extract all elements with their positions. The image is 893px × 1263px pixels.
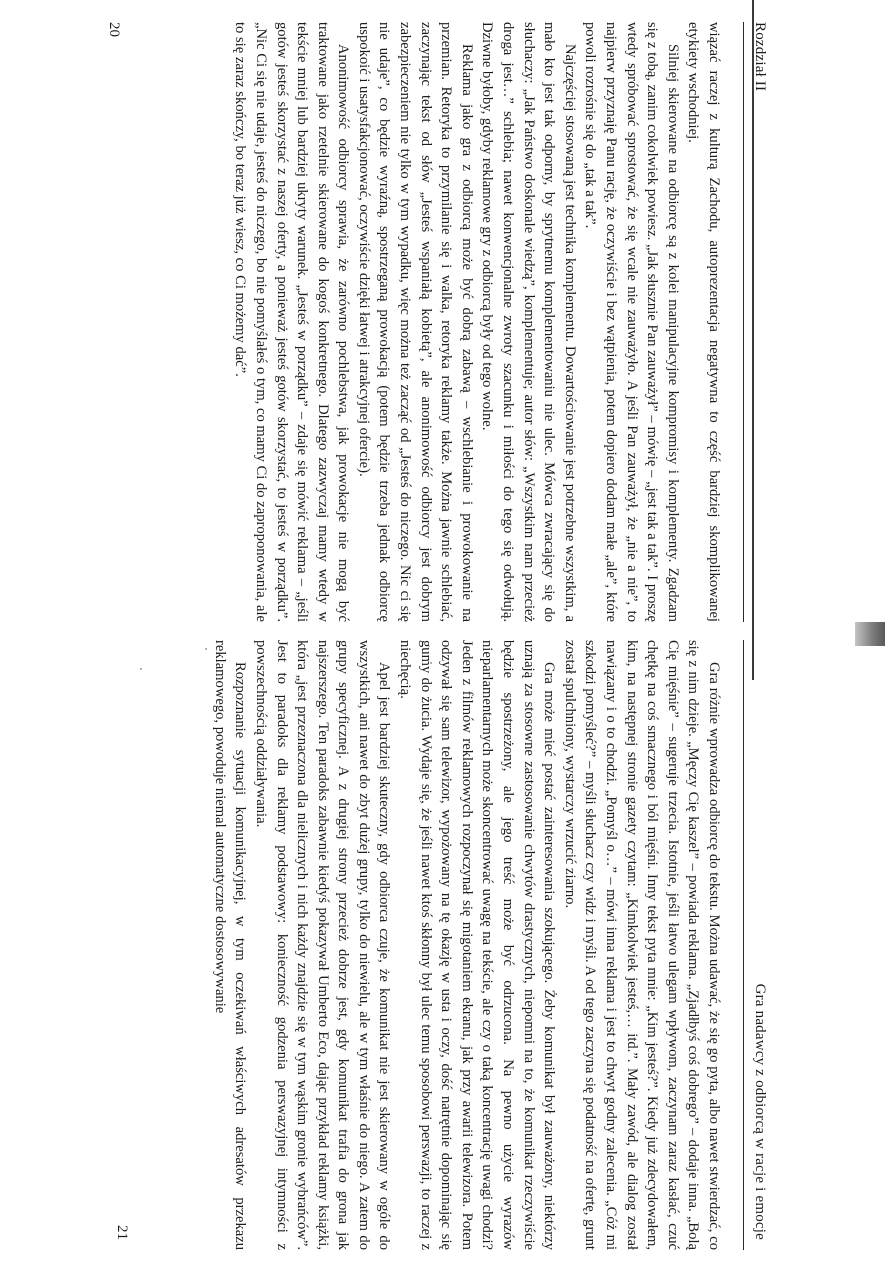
paragraph: Najczęściej stosowaną jest technika komplementu. Dowartościowanie jest potrzebne wszystkim, a mało kto jest tak odporny, by sprytnemu komplementowaniu nie ulec. Mówca zwracający się do słuchaczy: „Jak Państwo doskonale wiedzą”, komplementuje; autor słów: „Wszystkim nam przecież droga jest…” schlebia; nawet konwencjonalne zwroty szacunku i miłości do tego się odwołują. Dziwne byłoby, gdyby reklamowe gry z odbiorcą były od tego wolne. [479,22,578,622]
left-page [106,22,770,622]
paragraph: Anonimowość odbiorcy sprawia, że zarówno pochlebstwa, jak prowokacje nie mogą być traktowane jako rzetelnie skierowane do kogoś konkretnego. Dlatego zazwyczaj mamy wtedy w tekście mniej lub bardziej ukryty warunek. „Jesteś w porządku” – zdaje się mówić reklama – „jeśli gotów jesteś skorzystać z naszej oferty, a ponieważ jesteś gotów skorzystać, to jesteś w porządku”. „Nic Ci się nie udaje, jesteś do niczego, bo nie pomyślałeś o tym, co mamy Ci do zaproponowania, ale to się zaraz skończy, bo teraz już wiesz, co Ci możemy dać”. [232,22,352,622]
paragraph: wiązać raczej z kulturą Zachodu, autoprezentacja negatywna to część bardziej skomplikowanej etykiety wschodniej. [685,22,722,622]
running-head [743,640,770,1250]
paragraph: Reklama jako gra z odbiorcą może być dobrą zabawą – wschlebianie i prowokowanie na przemian. Retoryka to przymilanie się i walka, retoryka reklamy także. Można jawnie schlebiać, zaczynając tekst od słów „Jesteś wspaniałą kobietą”, ale anonimowość odbiorcy jest dobrym zabezpieczeniem nie tylko w tym wypadku, więc można też zacząć od „Jesteś do niczego. Nic ci się nie udaje”, co będzie wyraźną, spostrzeganą prowokacją (potem będzie trzeba jednak odbiorcę uspokoić i usatysfakcjonować, oczywiście dzięki łatwej i atrakcyjnej ofercie). [355,22,475,622]
page-number: 21 [114,1225,130,1240]
right-page [110,640,770,1250]
paragraph: Silniej skierowane na odbiorcę są z kolei manipulacyjne kompromisy i komplementy. Zgadzam się z tobą, zanim cokolwiek powiesz. „Jak słusznie Pan zauważył” – mówię – „jest tak a tak”. I proszę wtedy spróbować sprostować, że się wcale nie zauważyło. A jeśli Pan zauważył, że „nie a nie”, to najpierw przyznaję Panu rację, że oczywiście i bez wątpienia, potem dopiero dodam małe „ale”, które powoli rozrośnie się do „tak a tak”. [582,22,681,622]
paragraph: Apel jest bardziej skuteczny, gdy odbiorca czuje, że komunikat nie jest skierowany w ogóle do wszystkich, ani nawet do zbyt dużej grupy, tylko do niewielu, ale w tym właśnie do niego. A zatem do grupy specyficznej. A z drugiej strony przecież dobrze jest, gdy komunikat trafia do grona jak najszerszego. Ten paradoks zabawnie kiedyś pokazywał Umberto Eco, dając przykład reklamy książki, która „jest przeznaczona dla nielicznych i nich każdy znajdzie się w tym wąskim gronie wybrańców”. Jest to paradoks dla reklamy podstawowy: konieczność godzenia perswazyjnej intymności z powszechnością oddziaływania. [252,640,393,1250]
paragraph: Gra może mieć postać zainteresowania szokującego. Żeby komunikat był zauważony, niektórzy uznają za stosowne zastosowanie chwytów drastycznych, niepomni na to, że komunikat rzeczywiście będzie spostrzeżony, ale jego treść może być odrzucona. Na pewno użycie wyrazów nieparlamentarnych może skoncentrować uwagę na tekście, ale czy o taką koncentrację uwagi chodzi? Jeden z filmów reklamowych rozpoczynał się migotaniem ekranu, jak przy awarii telewizora. Potem odzywał się sam telewizor, wypożowany na tę okazję w usta i oczy, dość natrętnie dopominając się gumy do żucia. Wydaje się, że jeśli nawet ktoś skłonny był ulec temu sposobowi perswazji, to raczej z niechęcią. [397,640,558,1250]
paragraph: Rozpoznanie sytuacji komunikacyjnej, w tym oczekiwań właściwych adresatów przekazu reklamowego, powoduje niemal automatyczne dostosowywanie [211,640,249,1250]
running-head-text: Gra nadawcy z odbiorcą w racje i emocje [752,983,768,1240]
body-text [230,22,724,622]
running-head [743,22,770,622]
scan-smudge [855,622,885,646]
page-number: 20 [106,22,122,37]
body-text [209,640,724,1250]
running-head-text: Rozdział II [752,22,768,92]
paragraph: Gra różnie wprowadza odbiorcę do tekstu. Można udawać, że się go pyta, albo nawet stwierdzać, co się z nim dzieje. „Męczy Cię kaszel” – powiada reklama. „Zjadłbyś coś dobrego” – dodaje inna. „Bolą Cię mięśnie” – sugeruje trzecia. Istotnie, jeśli łatwo ulegam wpływom, zaczynam zaraz kasłać, czuć chętkę na coś smacznego i ból mięśni. Inny tekst pyta mnie: „Kim jesteś?”. Kiedy już zdecydowałem, kim, na następnej stronie gazety czytam: „Kimkolwiek jesteś,… itd.”. Mały zawód, ale dialog został nawiązany i o to chodzi. „Pomyśl o…” – mówi inna reklama i jest to chwyt godny zalecenia. „Cóż mi szkodzi pomyśleć?” – myśli słuchacz czy widz i myśli. A od tego zaczyna się podatność na ofertę, grunt został spulchniony, wystarczy wrzucić ziarno. [561,640,722,1250]
